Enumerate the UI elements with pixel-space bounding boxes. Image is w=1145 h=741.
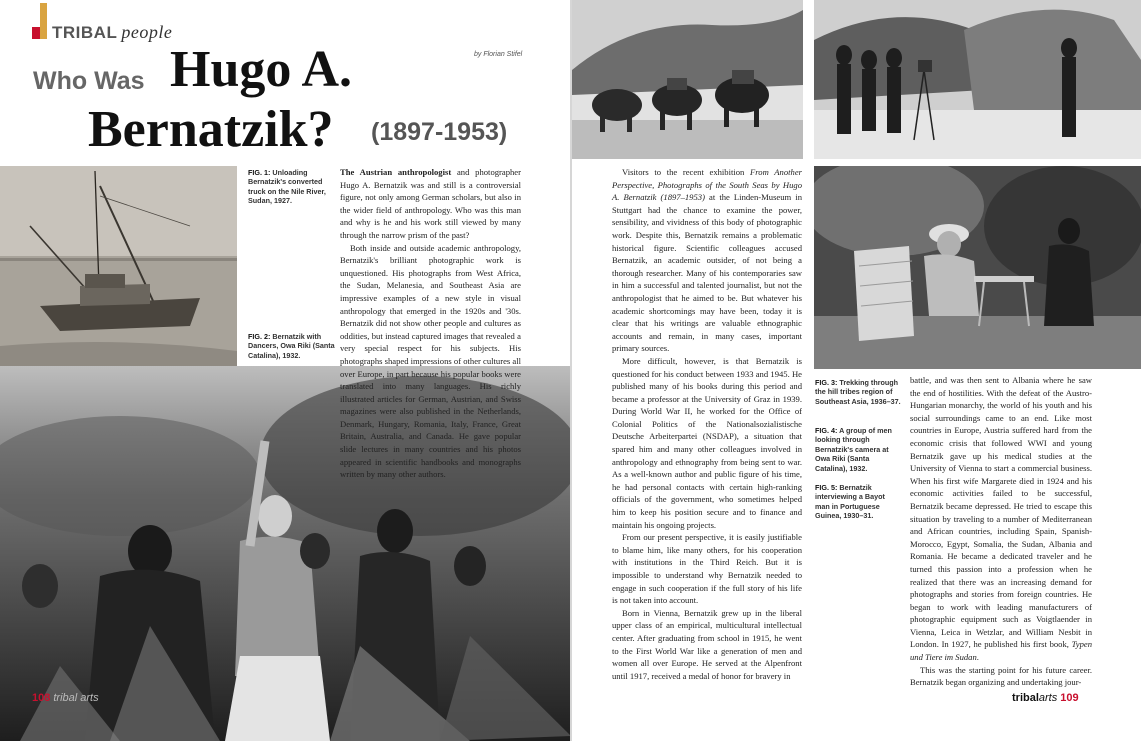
fig1-caption-label: FIG. 1: (248, 168, 271, 177)
page-gutter (570, 0, 572, 741)
title-dates: (1897-1953) (371, 118, 508, 146)
fig2-caption-label: FIG. 2: (248, 332, 271, 341)
section-accent-square (32, 27, 40, 39)
article-column-2 (612, 166, 802, 682)
folio-left-brand: tribal arts (53, 692, 99, 704)
fig3-caption (815, 378, 901, 406)
folio-right-brand (1012, 692, 1057, 704)
fig5-caption-label: FIG. 5: (815, 483, 838, 492)
byline: by Florian Stifel (474, 51, 523, 58)
col3-p1-text: battle, and was then sent to Albania where he saw the end of hostilities. With the defeat of the Austro-Hungarian monarchy, the world of his youth and his social surroundings came to an end. Like most countries in Europe, Austria suffered hard from the economic crisis that followed WWI and young Bernatzik gave up his medical studies at the University of Vienna to start a commercial business. When his first wife Margarete died in 1924 and his economic activities failed to be successful, Bernatzik became depressed. He tried to escape this situation by traveling to a number of Mediterranean and African countries, including Spain, Spanish-Morocco, Egypt, Somalia, the Sudan, Albania and Romania. He became a dedicated traveler and he turned this passion into a profession when he realized that there was an increasing demand for photographs and stories from foreign countries. He began to work with leading manufacturers of photographic equipment such as Voigtlaender in Vienna, Leica in Wetzlar, and William Nesbit in London. In 1927, he published his first book, (910, 375, 1092, 650)
col2-paragraph-3: From our present perspective, it is easily justifiable to blame him, like many others, for his cooperation with institutions in the Third Reich. But it is impossible to understand why Bernatzik needed to engage in such cooperation if the full story of his life is not taken into account. (612, 532, 802, 606)
page-number-right: 109 (1060, 692, 1079, 704)
fig1-caption (248, 168, 336, 206)
section-main: TRIBAL (52, 23, 118, 42)
col3-paragraph-2: This was the starting point for his future career. Bernatzik began organizing and undertaking jour- (910, 664, 1092, 688)
fig5-photo (814, 166, 1141, 369)
col2-exhibition-title: From Another Perspective, Photographs of the South Seas by Hugo A. Bernatzik (1897–1953) (612, 167, 802, 203)
folio-left (32, 692, 99, 704)
fig4-caption-text: A group of men looking through Bernatzik's camera at Owa Riki (Santa Catalina), 1932. (815, 426, 892, 473)
fig4-caption-label: FIG. 4: (815, 426, 838, 435)
fig4-photo (814, 0, 1141, 159)
fig3-caption-text: Trekking through the hill tribes region of Southeast Asia, 1936–37. (815, 378, 901, 406)
fig3-photo (572, 0, 803, 159)
col1-paragraph-1-text: and photographer Hugo A. Bernatzik was and still is a controversial figure, not only among German scholars, but also in the wider field of anthropology. Who was this man and why is he and his work still viewed by many through the narrow prism of the past? (340, 167, 521, 240)
col2-paragraph-2: More difficult, however, is that Bernatzik is questioned for his conduct between 1933 and 1945. He published many of his books during this period and became a professor at the University of Graz in 1939. During World War II, he worked for the Office of Colonial Politics of the Nationalsozialistische Deutsche Arbeiterpartei (NSDAP), a situation that spared him and many other colleagues involved in anthropology and ethnography from being sent to war. As a well-known author and public figure of his time, he had personal contacts with certain high-ranking officials of the government, who sometimes helped him to keep his position secure and to finance and maintain his ongoing projects. (612, 355, 802, 530)
folio-brand-italic: arts (1038, 692, 1058, 704)
folio-right (1012, 692, 1079, 704)
fig1-photo (0, 166, 237, 366)
col3-paragraph-1 (910, 374, 1092, 664)
col3-book-title: Typen und Tiere im Sudan (910, 639, 1092, 663)
fig2-caption-text: Bernatzik with Dancers, Owa Riki (Santa Catalina), 1932. (248, 332, 335, 360)
col1-paragraph-2: Both inside and outside academic anthropology, Bernatzik's brilliant photographic work is unquestioned. His photographs from West Africa, the Sudan, Melanesia, and Southeast Asia are impressive examples of a new style in visual anthropology that emerged in the 1920s and '30s. Bernatzik did not show other people and cultures as oddities, but instead captured images that revealed a very special respect for his subjects. His photographs shaped impressions of other cultures all over Europe, in part because his popular books were translated into many languages. His richly illustrated articles for German, Austrian, and Swiss magazines were also published in the Netherlands, Denmark, Hungary, Romania, Italy, France, Great Britain, Australia, and Canada. He gave popular slide lectures in many countries and his photos appeared in scientific handbooks and monographs written by many other authors. (340, 242, 521, 480)
col1-paragraph-1 (340, 166, 521, 242)
col2-p1-end: at the Linden-Museum in Stuttgart had the chance to examine the power, sensibility, and vividness of this body of photographic work. Despite this, Bernatzik remains a problematic historical figure. Scientific colleagues accused Bernatzik, an academic outsider, of not being a thorough researcher. Many of his contemporaries saw in him a successful and talented journalist, but not the anthropologist that he aimed to be. But whatever his academic shortcomings may have been, today it is clear that his writings are valuable ethnographic accounts and remain, in many cases, important primary sources. (612, 192, 803, 354)
article-column-1 (340, 166, 521, 481)
col2-p1-start: Visitors to the recent exhibition (622, 167, 751, 177)
title-prefix: Who Was (33, 67, 145, 95)
article-column-3 (910, 374, 1092, 689)
fig5-caption-text: Bernatzik interviewing a Bayot man in Portuguese Guinea, 1930–31. (815, 483, 885, 521)
fig1-caption-text: Unloading Bernatzik's converted truck on the Nile River, Sudan, 1927. (248, 168, 326, 206)
col2-paragraph-1 (612, 166, 802, 355)
title-line-1: Hugo A. (170, 41, 353, 98)
fig3-caption-label: FIG. 3: (815, 378, 838, 387)
section-label (52, 22, 172, 43)
section-accent-bar (40, 3, 47, 39)
title-line-2: Bernatzik? (88, 101, 334, 158)
page-number-left: 108 (32, 692, 51, 704)
fig5-caption (815, 483, 901, 521)
col2-paragraph-4: Born in Vienna, Bernatzik grew up in the liberal upper class of an empirical, multicultural intellectual center. After graduating from school in 1915, he went to the First World War like a generation of men and women all over Europe. He served at the Alpenfront until 1917, received a medal of honor for bravery in (612, 607, 802, 681)
fig4-caption (815, 426, 901, 473)
col1-lead-in: The Austrian anthropologist (340, 167, 452, 177)
section-sub: people (121, 22, 173, 42)
fig2-caption (248, 332, 336, 360)
folio-brand-bold: tribal (1012, 692, 1039, 704)
col3-p1-end: . (976, 652, 979, 663)
